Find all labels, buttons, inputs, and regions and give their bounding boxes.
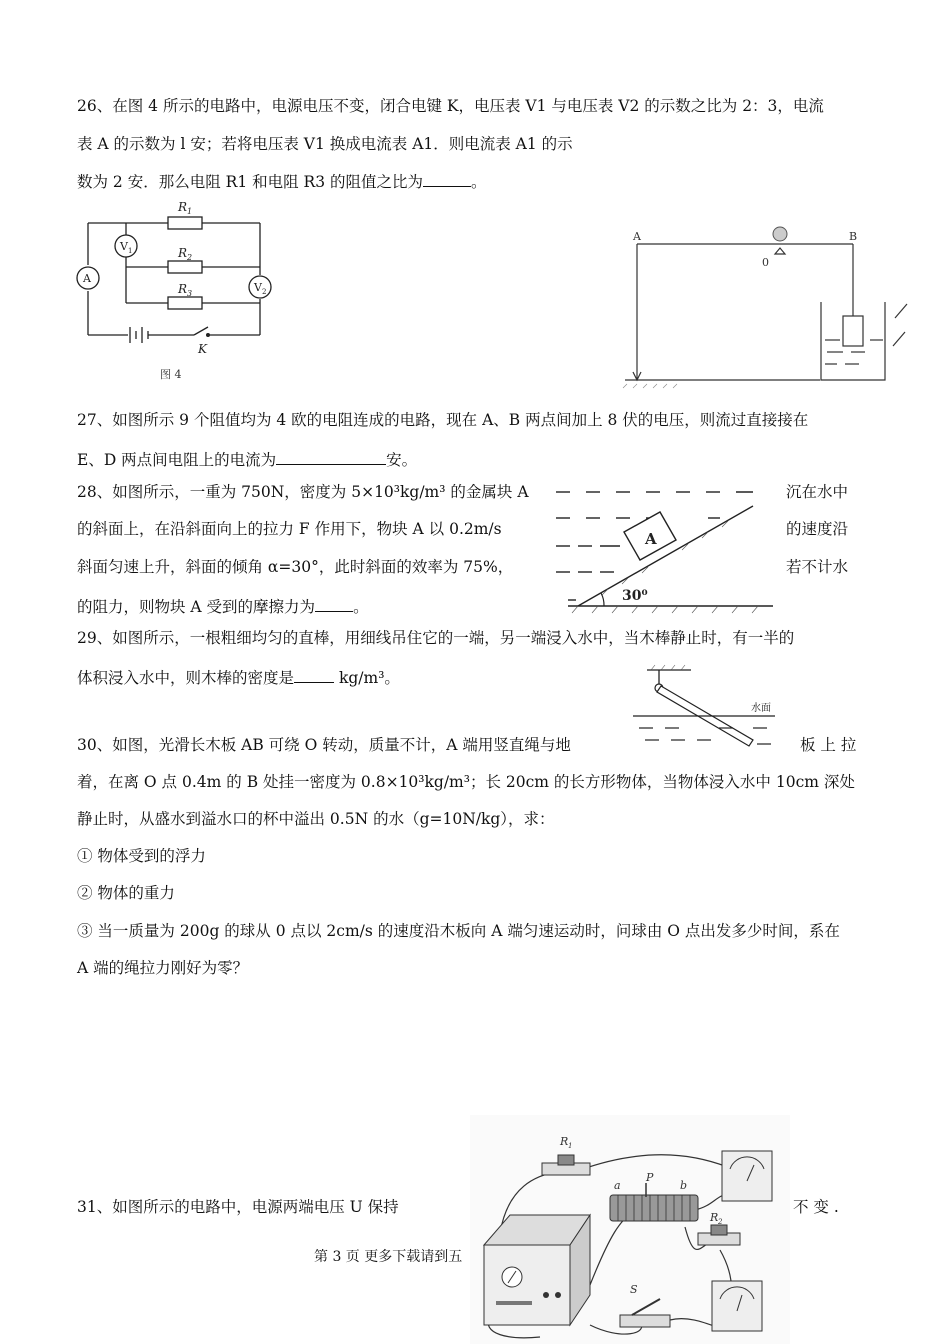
ammeter-icon [712, 1281, 762, 1331]
circuit-figure-4 [70, 195, 280, 385]
lab-label-a: a [614, 1179, 621, 1192]
lab-label-s: S [630, 1283, 638, 1296]
lever-label-b: B [849, 230, 858, 243]
lab-label-r1: R [560, 1135, 569, 1148]
lab-label-b: b [680, 1179, 688, 1192]
q29-line-2 [77, 666, 400, 688]
lab-label-r1-sub: 1 [568, 1142, 573, 1150]
q27-line-1: 27、如图所示 9 个阻值均为 4 欧的电阻连成的电路，现在 A、B 两点间加上 8 伏的电压，则流过直接接在 [77, 411, 809, 429]
block-label: A [645, 530, 657, 548]
label-r2: R [178, 246, 188, 260]
voltmeter-icon [722, 1151, 772, 1201]
label-v1-sub: 1 [128, 247, 133, 255]
q28-line-2-right: 的速度沿 [786, 520, 849, 538]
label-r3: R [178, 282, 188, 296]
q29-line-2-unit: kg/m³。 [338, 669, 400, 687]
answer-blank [315, 595, 353, 612]
ball-icon [773, 227, 787, 241]
q30-line-3: 静止时，从盛水到溢水口的杯中溢出 0.5N 的水（g=10N/kg），求： [77, 810, 555, 828]
label-r1: R [178, 200, 188, 214]
q28-line-3-right: 若不计水 [786, 558, 849, 576]
label-switch-k: K [198, 342, 207, 356]
q27-line-2-end: 安。 [386, 451, 418, 469]
q26-line-3-end: 。 [471, 173, 487, 191]
q29-line-2-text: 体积浸入水中，则木棒的密度是 [77, 669, 295, 687]
lever-label-a: A [633, 230, 641, 243]
lab-label-r2: R [710, 1211, 719, 1224]
q27-line-2-text: E、D 两点间电阻上的电流为 [77, 451, 277, 469]
rheostat-icon [610, 1195, 698, 1221]
incline-figure [548, 482, 778, 614]
q28-line-4-text: 的阻力，则物块 A 受到的摩擦力为 [77, 598, 316, 616]
q28-line-2: 的斜面上，在沿斜面向上的拉力 F 作用下，物块 A 以 0.2m/s [77, 520, 502, 538]
q28-line-1-right: 沉在水中 [786, 483, 849, 501]
q30-item-2: ② 物体的重力 [77, 884, 175, 902]
q30-item-3-cont: A 端的绳拉力刚好为零？ [77, 959, 249, 977]
q30-line-1: 30、如图，光滑长木板 AB 可绕 O 转动，质量不计，A 端用竖直绳与地 [77, 736, 571, 754]
q26-line-1: 26、在图 4 所示的电路中，电源电压不变，闭合电键 K，电压表 V1 与电压表 V2 的示数之比为 2：3，电流 [77, 97, 824, 115]
lab-label-p: P [646, 1171, 654, 1184]
label-r2-sub: 2 [187, 253, 193, 262]
q30-item-3: ③ 当一质量为 200g 的球从 0 点以 2cm/s 的速度沿木板向 A 端匀速运动时，问球由 O 点出发多少时间，系在 [77, 922, 840, 940]
power-supply-icon [484, 1245, 570, 1325]
resistor-r2-icon [711, 1225, 727, 1235]
q28-line-1: 28、如图所示，一重为 750N，密度为 5×10³kg/m³ 的金属块 A [77, 483, 529, 501]
q26-line-3-text: 数为 2 安．那么电阻 R1 和电阻 R3 的阻值之比为 [77, 173, 423, 191]
label-v1: V [120, 240, 128, 253]
q27-line-2 [77, 448, 417, 470]
page-footer: 第 3 页 更多下载请到五 [314, 1249, 463, 1265]
figure-caption: 图 4 [160, 368, 182, 381]
q26-line-3 [77, 170, 487, 192]
label-r1-sub: 1 [187, 207, 193, 216]
water-surface-label: 水面 [751, 703, 771, 714]
q28-line-4 [77, 595, 369, 617]
answer-blank [294, 666, 334, 683]
answer-blank [276, 448, 386, 465]
q30-line-1-right: 板 上 拉 [800, 736, 857, 754]
q26-line-2: 表 A 的示数为 l 安；若将电压表 V1 换成电流表 A1．则电流表 A1 的示 [77, 135, 573, 153]
q31-line-1: 31、如图所示的电路中，电源两端电压 U 保持 [77, 1198, 399, 1216]
q30-item-1: ① 物体受到的浮力 [77, 847, 206, 865]
resistor-r1-icon [558, 1155, 574, 1165]
resistor-r1 [168, 217, 202, 229]
lever-figure [615, 222, 915, 390]
resistor-r2 [168, 261, 202, 273]
lab-circuit-figure [470, 1115, 790, 1344]
q28-line-4-end: 。 [353, 598, 369, 616]
label-a: A [83, 272, 91, 285]
q29-line-1: 29、如图所示，一根粗细均匀的直棒，用细线吊住它的一端，另一端浸入水中，当木棒静止时，有一半的 [77, 629, 795, 647]
lab-label-r2-sub: 2 [718, 1218, 723, 1226]
angle-label: 30⁰ [622, 588, 648, 604]
resistor-r3 [168, 297, 202, 309]
q31-line-1-right: 不 变 . [793, 1198, 839, 1216]
answer-blank [423, 170, 471, 187]
label-r3-sub: 3 [187, 289, 193, 298]
label-v2-sub: 2 [262, 288, 267, 296]
label-v2: V [254, 281, 262, 294]
q30-line-2: 着，在离 O 点 0.4m 的 B 处挂一密度为 0.8×10³kg/m³；长 20cm 的长方形物体，当物体浸入水中 10cm 深处 [77, 773, 855, 791]
rod-figure [625, 664, 785, 752]
q28-line-3: 斜面匀速上升，斜面的倾角 α=30°，此时斜面的效率为 75%， [77, 558, 514, 576]
lever-label-o: 0 [762, 256, 769, 269]
